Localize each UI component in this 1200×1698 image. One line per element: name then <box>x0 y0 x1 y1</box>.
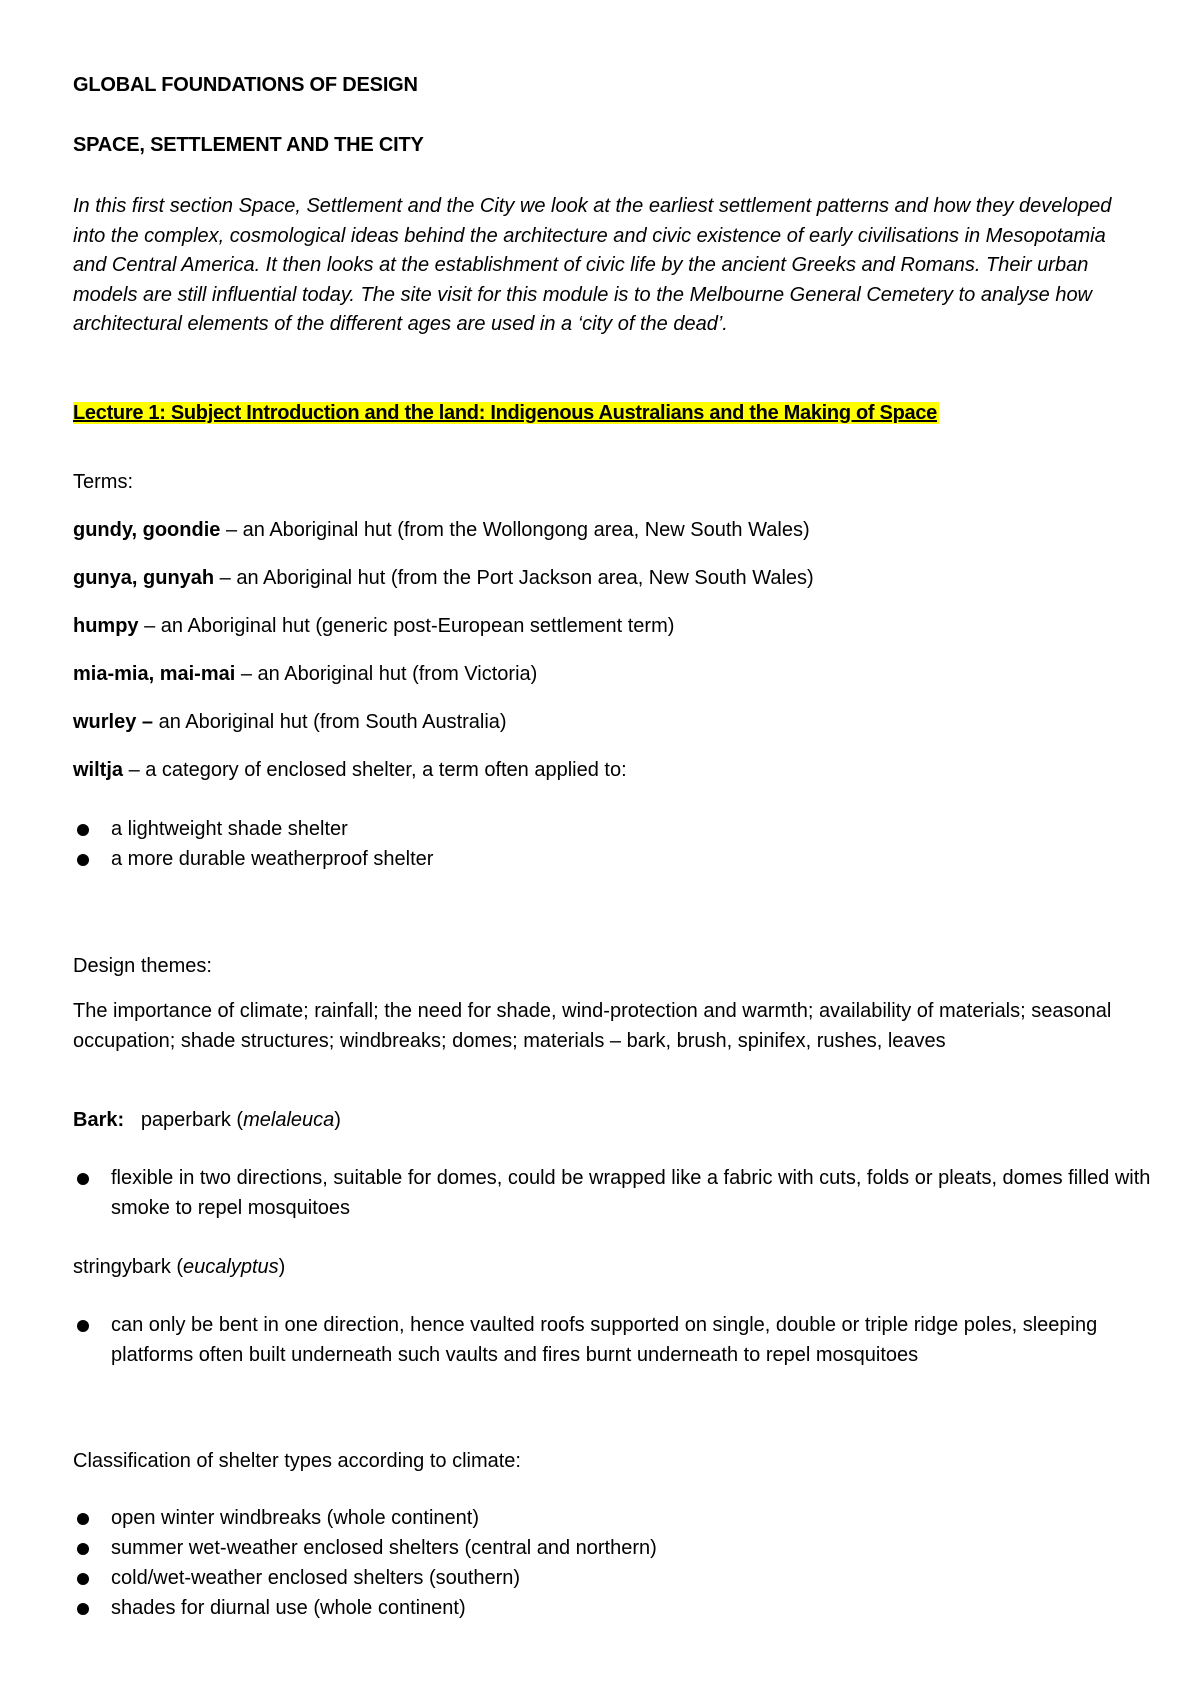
bark-label: Bark: <box>73 1109 125 1131</box>
term-definition: – an Aboriginal hut (from the Port Jackson area, New South Wales) <box>214 567 814 589</box>
stringybark-list <box>73 1310 1151 1370</box>
bullet-icon <box>77 1543 89 1555</box>
term-name: gunya, gunyah <box>73 567 215 589</box>
term-name: wurley – <box>73 711 154 733</box>
classification-label: Classification of shelter types according to climate: <box>73 1450 521 1472</box>
bullet-icon <box>77 1573 89 1585</box>
term-entry <box>73 515 810 545</box>
lecture-heading: Lecture 1: Subject Introduction and the land: Indigenous Australians and the Making of Space <box>73 402 937 424</box>
list-item: can only be bent in one direction, hence vaulted roofs supported on single, double or triple ridge poles, sleeping platforms often built underneath such vaults and fires burnt underneath to repel mosquitoes <box>73 1310 1151 1370</box>
list-item: a lightweight shade shelter <box>73 814 1151 844</box>
term-name: wiltja <box>73 759 124 781</box>
bullet-icon <box>77 1513 89 1525</box>
list-item: summer wet-weather enclosed shelters (central and northern) <box>73 1533 1151 1563</box>
paperbark-latin: melaleuca <box>243 1109 335 1131</box>
bullet-icon <box>77 1603 89 1615</box>
lecture-heading-wrap <box>73 400 939 426</box>
document-title: GLOBAL FOUNDATIONS OF DESIGN <box>73 74 418 96</box>
bullet-icon <box>77 1320 89 1332</box>
design-themes-text: The importance of climate; rainfall; the need for shade, wind-protection and warmth; availability of materials; seasonal occupation; shade structures; windbreaks; domes; materials – bark, brush, spinifex, rushes, leaves <box>73 1000 1112 1052</box>
list-item: flexible in two directions, suitable for domes, could be wrapped like a fabric with cuts, folds or pleats, domes filled with smoke to repel mosquitoes <box>73 1163 1151 1223</box>
list-item: cold/wet-weather enclosed shelters (southern) <box>73 1563 1151 1593</box>
term-entry <box>73 755 627 785</box>
term-entry <box>73 707 507 737</box>
term-definition: an Aboriginal hut (from South Australia) <box>153 711 507 733</box>
stringybark-line: stringybark (eucalyptus) <box>73 1256 286 1278</box>
stringybark-latin: eucalyptus <box>183 1256 279 1278</box>
intro-paragraph: In this first section Space, Settlement and the City we look at the earliest settlement patterns and how they developed into the complex, cosmological ideas behind the architecture and civic existence of early civilisations in Mesopotamia and Central America. It then looks at the establishment of civic life by the ancient Greeks and Romans. Their urban models are still influential today. The site visit for this module is to the Melbourne General Cemetery to analyse how architectural elements of the different ages are used in a ‘city of the dead’. <box>73 195 1112 335</box>
term-definition: – an Aboriginal hut (from Victoria) <box>235 663 538 685</box>
bullet-icon <box>77 1173 89 1185</box>
list-item: a more durable weatherproof shelter <box>73 844 1151 874</box>
term-definition: – a category of enclosed shelter, a term often applied to: <box>123 759 627 781</box>
list-item: shades for diurnal use (whole continent) <box>73 1593 1151 1623</box>
bullet-icon <box>77 854 89 866</box>
term-entry <box>73 659 537 689</box>
section-title: SPACE, SETTLEMENT AND THE CITY <box>73 134 424 156</box>
term-name: humpy <box>73 615 139 637</box>
term-definition: – an Aboriginal hut (generic post-European settlement term) <box>138 615 675 637</box>
term-name: mia-mia, mai-mai <box>73 663 236 685</box>
term-name: gundy, goondie <box>73 519 221 541</box>
list-item: open winter windbreaks (whole continent) <box>73 1503 1151 1533</box>
bullet-icon <box>77 824 89 836</box>
paperbark-list <box>73 1163 1151 1223</box>
wiltja-list <box>73 814 1151 874</box>
term-entry <box>73 563 814 593</box>
term-entry <box>73 611 674 641</box>
classification-list <box>73 1503 1151 1623</box>
terms-label: Terms: <box>73 471 133 493</box>
bark-line: Bark: paperbark (melaleuca) <box>73 1109 341 1131</box>
design-themes-label: Design themes: <box>73 955 212 977</box>
term-definition: – an Aboriginal hut (from the Wollongong area, New South Wales) <box>220 519 810 541</box>
